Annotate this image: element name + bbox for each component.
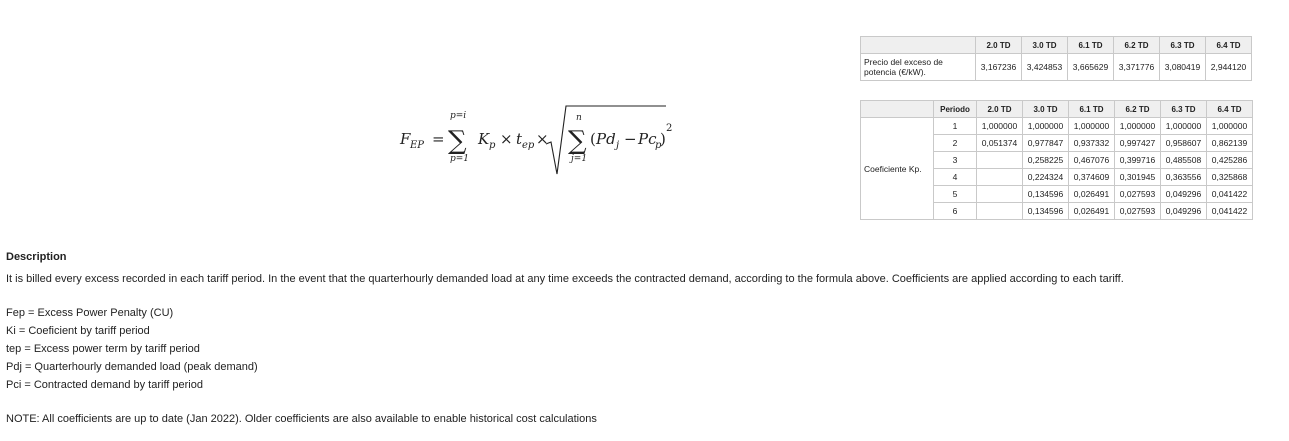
formula-exponent: 2	[666, 123, 673, 134]
kp-value-cell: 0,258225	[1023, 152, 1069, 169]
price-value-cell: 3,167236	[976, 54, 1022, 81]
definition-item: Pci = Contracted demand by tariff period	[6, 379, 203, 391]
kp-value-cell: 0,485508	[1161, 152, 1207, 169]
formula-open-paren: (	[590, 130, 596, 148]
formula-sum1-bottom: p=1	[450, 154, 470, 164]
kp-header-cell: 3.0 TD	[1023, 101, 1069, 118]
price-row-label: Precio del exceso de potencia (€/kW).	[861, 54, 976, 81]
formula-pd-sub: j	[616, 140, 620, 151]
kp-value-cell: 0,049296	[1161, 186, 1207, 203]
kp-value-cell: 0,027593	[1115, 186, 1161, 203]
kp-value-cell: 0,997427	[1115, 135, 1161, 152]
kp-header-cell: 6.4 TD	[1207, 101, 1253, 118]
excess-power-formula	[396, 100, 686, 180]
kp-value-cell: 0,049296	[1161, 203, 1207, 220]
definition-item: Ki = Coeficient by tariff period	[6, 325, 150, 337]
kp-value-cell: 0,937332	[1069, 135, 1115, 152]
price-header-cell: 6.4 TD	[1206, 37, 1252, 54]
price-header-cell: 2.0 TD	[976, 37, 1022, 54]
price-table-header-row	[861, 37, 1252, 54]
formula-t: t	[516, 130, 523, 148]
kp-value-cell: 1,000000	[1161, 118, 1207, 135]
price-header-cell: 3.0 TD	[1022, 37, 1068, 54]
formula-sigma1: ∑	[448, 126, 467, 156]
formula-lhs-sub: EP	[410, 140, 425, 151]
kp-header-cell: 6.1 TD	[1069, 101, 1115, 118]
price-header-cell: 6.3 TD	[1160, 37, 1206, 54]
formula-sum1-top: p=i	[450, 111, 467, 121]
kp-value-cell: 0,977847	[1023, 135, 1069, 152]
kp-value-cell: 0,425286	[1207, 152, 1253, 169]
kp-value-cell	[977, 169, 1023, 186]
kp-value-cell: 0,958607	[1161, 135, 1207, 152]
formula-k: K	[478, 130, 490, 148]
price-table-corner	[861, 37, 976, 54]
kp-table-header-row	[861, 101, 1253, 118]
kp-period-cell: 5	[934, 186, 977, 203]
formula-k-sub: p	[489, 140, 496, 151]
price-value-cell: 3,371776	[1114, 54, 1160, 81]
formula-graphic	[396, 100, 686, 180]
kp-period-cell: 3	[934, 152, 977, 169]
description-section	[6, 250, 1276, 428]
kp-table-corner	[861, 101, 934, 118]
formula-sigma2: ∑	[568, 126, 587, 156]
note-text: NOTE: All coefficients are up to date (Jan 2022). Older coefficients are also available to enable historical cost calculations	[6, 413, 597, 425]
kp-value-cell: 0,051374	[977, 135, 1023, 152]
kp-value-cell	[977, 186, 1023, 203]
definition-item: tep = Excess power term by tariff period	[6, 343, 200, 355]
kp-value-cell	[977, 152, 1023, 169]
kp-value-cell: 0,134596	[1023, 186, 1069, 203]
kp-period-cell: 1	[934, 118, 977, 135]
kp-value-cell: 0,134596	[1023, 203, 1069, 220]
price-value-cell: 2,944120	[1206, 54, 1252, 81]
formula-equals: =	[432, 130, 445, 148]
kp-value-cell: 0,467076	[1069, 152, 1115, 169]
kp-value-cell: 0,027593	[1115, 203, 1161, 220]
kp-table-row	[861, 118, 1253, 135]
kp-value-cell: 0,041422	[1207, 203, 1253, 220]
price-header-cell: 6.2 TD	[1114, 37, 1160, 54]
price-table-row	[861, 54, 1252, 81]
price-value-cell: 3,665629	[1068, 54, 1114, 81]
kp-value-cell: 1,000000	[1115, 118, 1161, 135]
description-text: It is billed every excess recorded in each tariff period. In the event that the quarterhourly demanded load at any time exceeds the contracted demand, according to the formula above. Coefficients are applied according to each tariff.	[6, 273, 1124, 285]
kp-coefficient-table	[860, 100, 1253, 220]
kp-value-cell: 0,363556	[1161, 169, 1207, 186]
kp-header-cell: 2.0 TD	[977, 101, 1023, 118]
kp-value-cell: 0,026491	[1069, 186, 1115, 203]
kp-value-cell: 0,224324	[1023, 169, 1069, 186]
kp-row-label: Coeficiente Kp.	[861, 118, 934, 220]
kp-value-cell: 0,374609	[1069, 169, 1115, 186]
formula-times1: ×	[500, 130, 513, 148]
kp-header-cell: 6.3 TD	[1161, 101, 1207, 118]
price-value-cell: 3,424853	[1022, 54, 1068, 81]
formula-times2: ×	[536, 130, 549, 148]
formula-t-sub: ep	[522, 140, 535, 151]
kp-value-cell: 0,862139	[1207, 135, 1253, 152]
kp-value-cell: 1,000000	[977, 118, 1023, 135]
definitions-list	[6, 304, 1276, 394]
formula-sum2-top: n	[576, 113, 582, 123]
kp-value-cell: 1,000000	[1207, 118, 1253, 135]
kp-period-cell: 4	[934, 169, 977, 186]
definition-item: Pdj = Quarterhourly demanded load (peak demand)	[6, 361, 258, 373]
formula-close-paren: )	[660, 130, 666, 148]
kp-period-header: Periodo	[934, 101, 977, 118]
kp-value-cell: 1,000000	[1023, 118, 1069, 135]
formula-pc-sub: p	[655, 140, 662, 151]
description-heading: Description	[6, 251, 67, 263]
kp-period-cell: 6	[934, 203, 977, 220]
formula-minus: −	[624, 130, 637, 148]
kp-value-cell: 0,301945	[1115, 169, 1161, 186]
formula-sum2-bottom: j=1	[571, 154, 588, 164]
kp-period-cell: 2	[934, 135, 977, 152]
excess-price-table	[860, 36, 1252, 81]
formula-lhs: F	[400, 130, 411, 148]
formula-pd: Pd	[596, 130, 616, 148]
kp-value-cell: 0,041422	[1207, 186, 1253, 203]
price-value-cell: 3,080419	[1160, 54, 1206, 81]
definition-item: Fep = Excess Power Penalty (CU)	[6, 307, 174, 319]
formula-pc: Pc	[638, 130, 657, 148]
kp-value-cell: 0,399716	[1115, 152, 1161, 169]
kp-header-cell: 6.2 TD	[1115, 101, 1161, 118]
kp-value-cell: 1,000000	[1069, 118, 1115, 135]
kp-value-cell	[977, 203, 1023, 220]
kp-value-cell: 0,026491	[1069, 203, 1115, 220]
price-header-cell: 6.1 TD	[1068, 37, 1114, 54]
kp-value-cell: 0,325868	[1207, 169, 1253, 186]
